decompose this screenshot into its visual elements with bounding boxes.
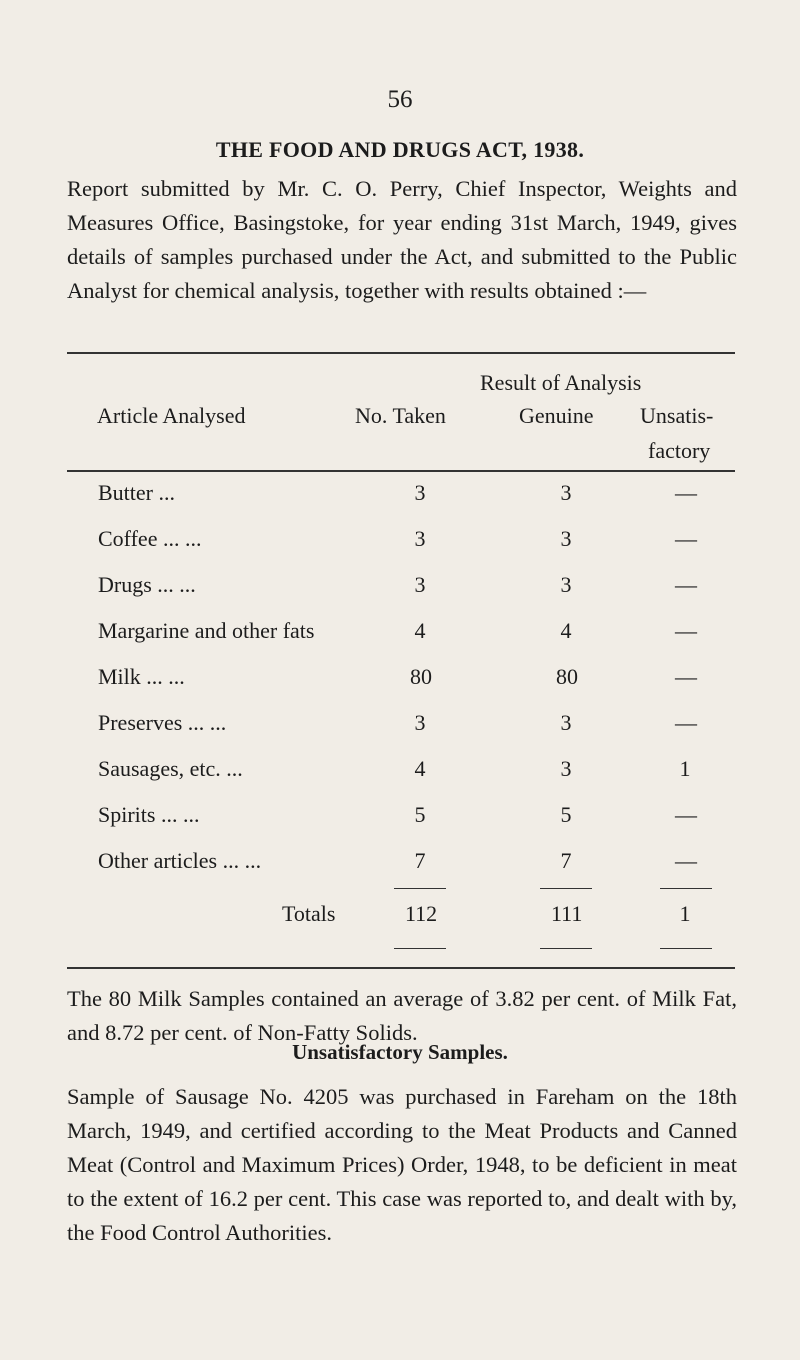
row-article: Coffee ... ...	[98, 526, 202, 551]
header-bottom-rule	[67, 470, 735, 472]
sum-rule	[660, 888, 712, 889]
row-article: Spirits ... ...	[98, 802, 200, 827]
row-article: Sausages, etc. ...	[98, 756, 243, 781]
row-genuine: 5	[560, 802, 572, 827]
row-no-taken: 4	[414, 756, 426, 781]
row-no-taken: 3	[414, 526, 426, 551]
table-top-rule	[67, 352, 735, 354]
row-unsatisfactory: —	[675, 526, 697, 551]
table-row	[0, 802, 800, 842]
row-no-taken: 5	[414, 802, 426, 827]
row-unsatisfactory: —	[675, 664, 697, 689]
header-result-of-analysis: Result of Analysis	[480, 370, 642, 395]
row-unsatisfactory: —	[675, 572, 697, 597]
row-genuine: 3	[560, 480, 572, 505]
table-row	[0, 618, 800, 658]
row-genuine: 3	[560, 526, 572, 551]
row-article: Preserves ... ...	[98, 710, 227, 735]
header-unsatisfactory: Unsatis-	[640, 403, 714, 428]
row-unsatisfactory: 1	[679, 756, 691, 781]
header-unsatisfactory-cont: factory	[648, 438, 711, 463]
totals-label: Totals	[282, 901, 336, 926]
row-genuine: 80	[556, 664, 578, 689]
sausage-paragraph: Sample of Sausage No. 4205 was purchased in Fareham on the 18th March, 1949, and certified according to the Meat Products and Canned Meat (Control and Maximum Prices) Order, 1948, to be deficient in meat to the extent of 16.2 per cent. This case was reported to, and dealt with by, the Food Control Authorities.	[67, 1084, 737, 1245]
sum-rule	[540, 888, 592, 889]
header-no-taken: No. Taken	[355, 403, 446, 428]
table-row	[0, 848, 800, 888]
row-genuine: 3	[560, 756, 572, 781]
table-row	[0, 526, 800, 566]
row-no-taken: 3	[414, 572, 426, 597]
row-article: Other articles ... ...	[98, 848, 262, 873]
row-unsatisfactory: —	[675, 802, 697, 827]
row-unsatisfactory: —	[675, 848, 697, 873]
intro-paragraph: Report submitted by Mr. C. O. Perry, Chief Inspector, Weights and Measures Office, Basingstoke, for year ending 31st March, 1949, gives details of samples purchased under the Act, and submitted to the Public Analyst for chemical analysis, together with results obtained :—	[67, 176, 737, 303]
table-row	[0, 664, 800, 704]
table-bottom-rule	[67, 967, 735, 969]
row-genuine: 7	[560, 848, 572, 873]
page-number: 56	[387, 86, 413, 113]
row-genuine: 3	[560, 572, 572, 597]
sum-rule	[394, 888, 446, 889]
totals-genuine: 111	[551, 901, 583, 926]
row-genuine: 4	[560, 618, 572, 643]
row-no-taken: 7	[414, 848, 426, 873]
row-no-taken: 80	[410, 664, 432, 689]
sum-rule	[394, 948, 446, 949]
section-heading: Unsatisfactory Samples.	[292, 1040, 508, 1064]
row-no-taken: 3	[414, 480, 426, 505]
row-genuine: 3	[560, 710, 572, 735]
table-row	[0, 480, 800, 520]
row-article: Milk ... ...	[98, 664, 185, 689]
table-row	[0, 710, 800, 750]
row-no-taken: 4	[414, 618, 426, 643]
page-title: THE FOOD AND DRUGS ACT, 1938.	[215, 137, 585, 162]
table-row	[0, 756, 800, 796]
row-unsatisfactory: —	[675, 618, 697, 643]
milk-paragraph: The 80 Milk Samples contained an average of 3.82 per cent. of Milk Fat, and 8.72 per cent. of Non-Fatty Solids.	[67, 986, 737, 1045]
table-row	[0, 572, 800, 612]
row-article: Margarine and other fats	[98, 618, 315, 643]
totals-unsatisfactory: 1	[679, 901, 691, 926]
sum-rule	[660, 948, 712, 949]
row-article: Butter ...	[98, 480, 175, 505]
sum-rule	[540, 948, 592, 949]
row-no-taken: 3	[414, 710, 426, 735]
row-unsatisfactory: —	[675, 710, 697, 735]
header-article-analysed: Article Analysed	[97, 403, 246, 428]
header-genuine: Genuine	[519, 403, 594, 428]
row-article: Drugs ... ...	[98, 572, 196, 597]
row-unsatisfactory: —	[675, 480, 697, 505]
totals-row	[0, 901, 800, 941]
totals-no-taken: 112	[405, 901, 438, 926]
